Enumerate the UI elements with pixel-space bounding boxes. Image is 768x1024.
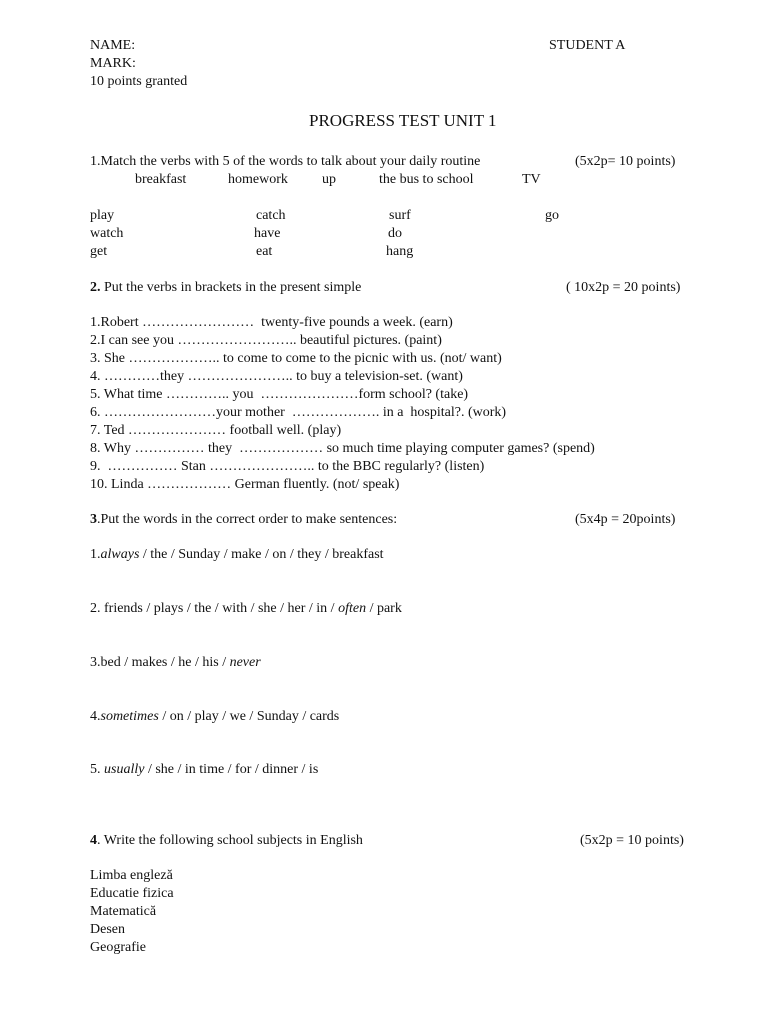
- ex2-instruction: [90, 279, 361, 297]
- ex3-item-1: [90, 546, 384, 564]
- ex3-item-rest: / park: [366, 601, 402, 616]
- page-title: PROGRESS TEST UNIT 1: [309, 111, 497, 130]
- ex1-score: (5x2p= 10 points): [575, 154, 676, 169]
- ex3-item-prefix: 2. friends / plays / the / with / she / her / in /: [90, 601, 339, 616]
- student-label: STUDENT A: [549, 38, 626, 53]
- ex3-item-prefix: 1.: [90, 547, 101, 562]
- ex2-item: 10. Linda ……………… German fluently. (not/ speak): [90, 477, 400, 492]
- ex3-item-2: [90, 600, 402, 618]
- word-tv: TV: [522, 172, 541, 187]
- ex3-item-5: [90, 761, 318, 779]
- verb-have: have: [254, 226, 281, 241]
- verb-get: get: [90, 244, 108, 259]
- ex3-item-adverb: never: [229, 655, 261, 670]
- ex2-score: ( 10x2p = 20 points): [566, 280, 681, 295]
- ex4-instruction: [90, 832, 363, 850]
- verb-hang: hang: [386, 244, 414, 259]
- ex3-item-rest: / the / Sunday / make / on / they / breakfast: [139, 547, 384, 562]
- ex2-item: 3. She ……………….. to come to come to the picnic with us. (not/ want): [90, 351, 502, 366]
- word-bus: the bus to school: [379, 172, 474, 187]
- ex2-text: Put the verbs in brackets in the present simple: [100, 280, 362, 295]
- verb-eat: eat: [256, 244, 273, 259]
- ex2-item: 7. Ted ………………… football well. (play): [90, 423, 342, 438]
- verb-catch: catch: [256, 208, 286, 223]
- ex2-item: 4. …………they ………………….. to buy a television-set. (want): [90, 369, 463, 384]
- ex3-number: 3: [90, 512, 97, 527]
- ex1-instruction: 1.Match the verbs with 5 of the words to talk about your daily routine: [90, 154, 481, 169]
- ex3-item-prefix: 4.: [90, 709, 101, 724]
- ex3-item-rest: / she / in time / for / dinner / is: [144, 762, 319, 777]
- ex3-item-3: [90, 654, 261, 672]
- ex3-item-adverb: always: [100, 547, 140, 562]
- ex3-item-4: [90, 708, 339, 726]
- subject-item: Matematică: [90, 904, 157, 919]
- name-label: NAME:: [90, 38, 136, 53]
- subject-item: Desen: [90, 922, 125, 937]
- ex3-text: .Put the words in the correct order to make sentences:: [97, 512, 398, 527]
- verb-play: play: [90, 208, 115, 223]
- ex2-item: 8. Why …………… they ……………… so much time playing computer games? (spend): [90, 441, 595, 456]
- ex3-item-adverb: sometimes: [100, 709, 159, 724]
- points-granted: 10 points granted: [90, 74, 188, 89]
- verb-do: do: [388, 226, 402, 241]
- verb-go: go: [545, 208, 559, 223]
- ex3-score: (5x4p = 20points): [575, 512, 676, 527]
- subject-item: Limba engleză: [90, 868, 173, 883]
- ex2-item: 6. ……………………your mother ………………. in a hospital?. (work): [90, 405, 507, 420]
- ex4-score: (5x2p = 10 points): [580, 833, 684, 848]
- ex2-item: 5. What time ………….. you …………………form school? (take): [90, 387, 469, 402]
- mark-label: MARK:: [90, 56, 136, 71]
- verb-surf: surf: [389, 208, 411, 223]
- word-homework: homework: [228, 172, 288, 187]
- ex2-number: 2.: [90, 280, 101, 295]
- ex2-item: 9. …………… Stan ………………….. to the BBC regularly? (listen): [90, 459, 485, 474]
- ex3-item-prefix: 5.: [90, 762, 104, 777]
- word-up: up: [322, 172, 336, 187]
- ex4-text: . Write the following school subjects in English: [97, 833, 363, 848]
- ex4-number: 4: [90, 833, 97, 848]
- ex3-item-prefix: 3.bed / makes / he / his /: [90, 655, 230, 670]
- ex3-instruction: [90, 511, 397, 529]
- word-breakfast: breakfast: [135, 172, 187, 187]
- ex3-item-adverb: usually: [104, 762, 145, 777]
- verb-watch: watch: [90, 226, 124, 241]
- subject-item: Educatie fizica: [90, 886, 174, 901]
- ex2-item: 1.Robert …………………… twenty-five pounds a week. (earn): [90, 315, 453, 330]
- ex3-item-adverb: often: [338, 601, 367, 616]
- ex2-item: 2.I can see you …………………….. beautiful pictures. (paint): [90, 333, 442, 348]
- ex3-item-rest: / on / play / we / Sunday / cards: [158, 709, 340, 724]
- subject-item: Geografie: [90, 940, 146, 955]
